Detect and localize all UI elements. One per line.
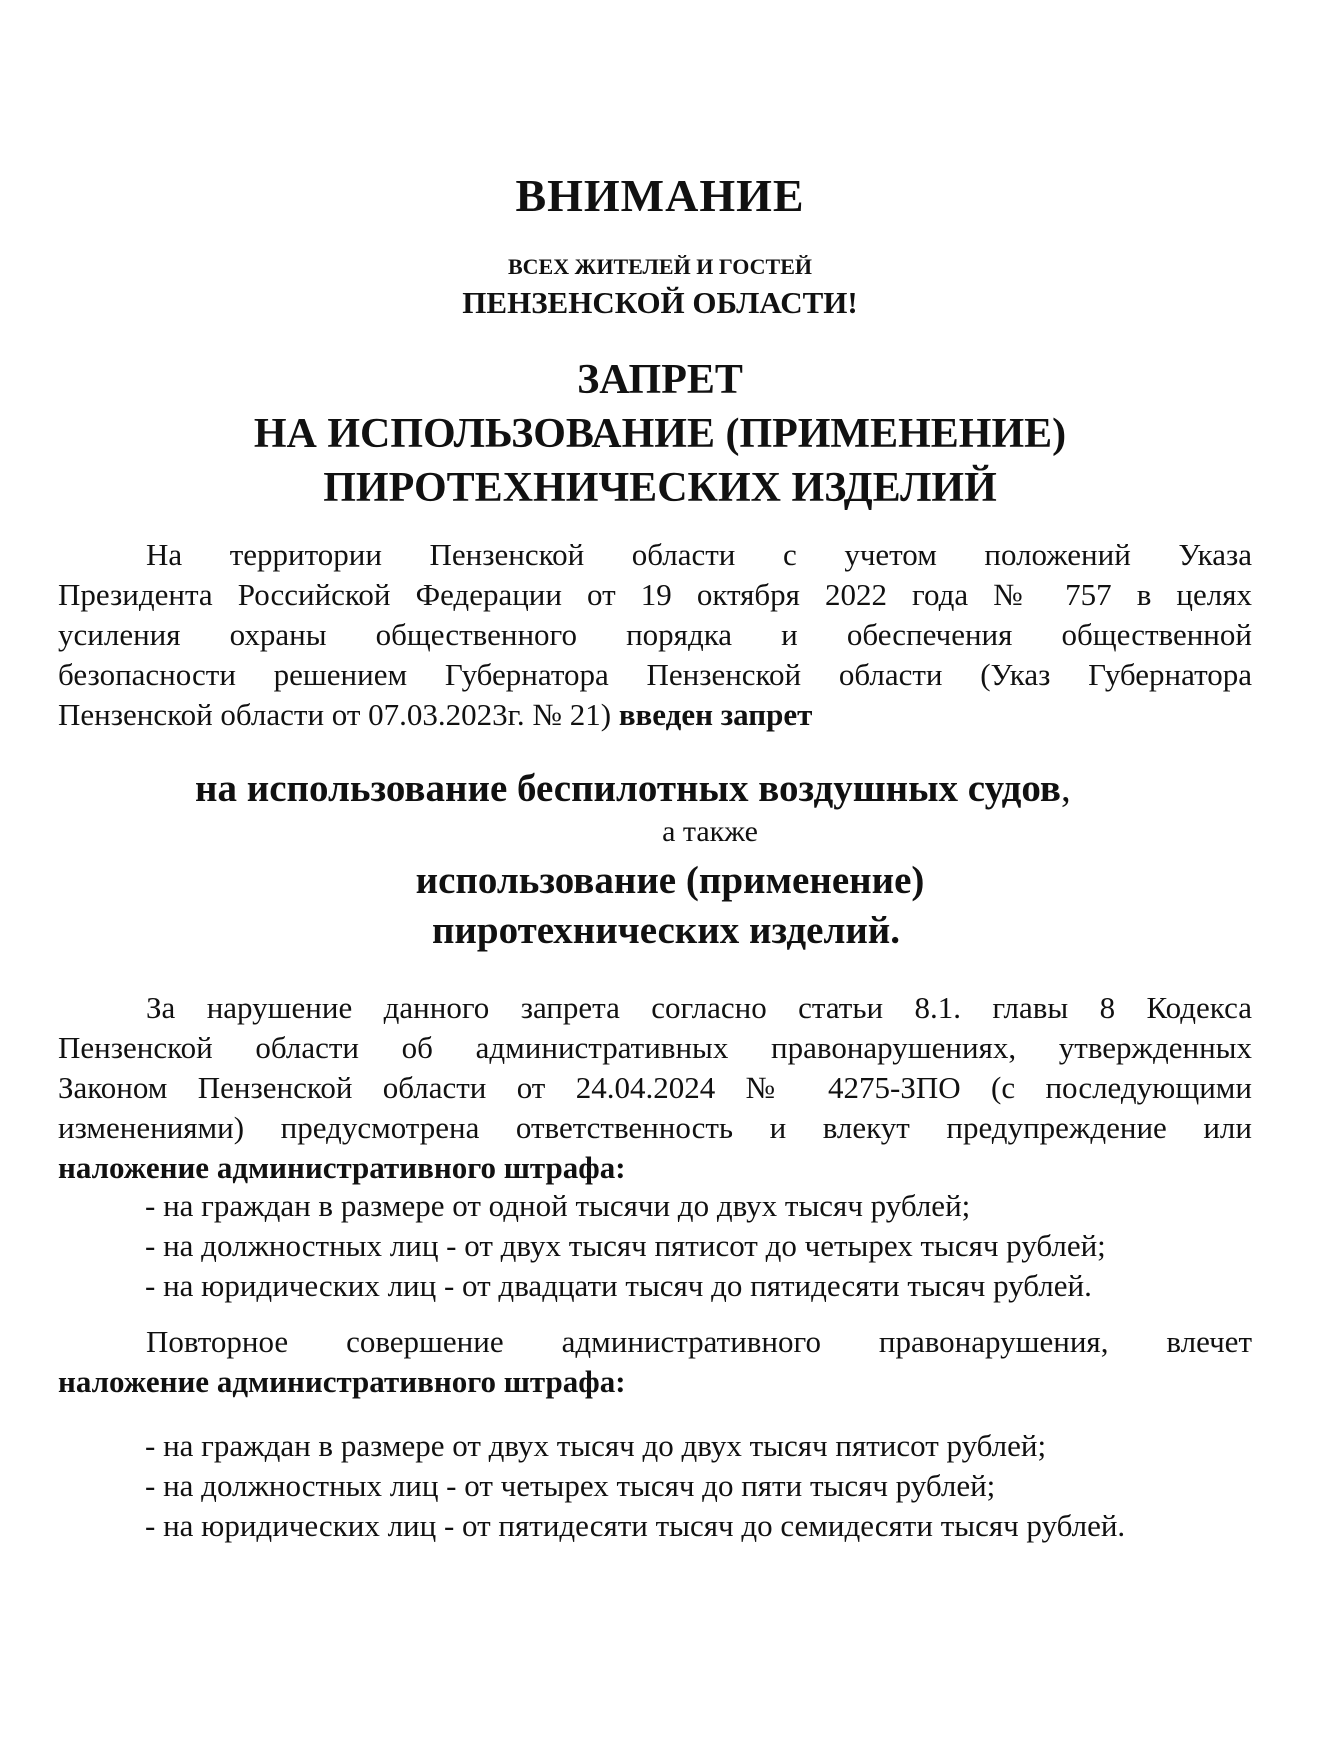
repeat-paragraph <box>58 1322 1252 1402</box>
fines-first-list <box>145 1186 1106 1306</box>
list-item: - на граждан в размере от одной тысячи до двух тысяч рублей; <box>145 1188 971 1223</box>
intro-line-5: Пензенской области от 07.03.2023г. № 21) введен запрет <box>58 697 813 732</box>
pyro-ban-line-1: использование (применение) <box>415 859 925 902</box>
intro-line-3: усиления охраны общественного порядка и обеспечения общественной <box>58 617 1252 652</box>
liability-line-1: За нарушение данного запрета согласно статьи 8.1. главы 8 Кодекса <box>146 990 1252 1025</box>
list-item: - на должностных лиц - от четырех тысяч до пяти тысяч рублей; <box>145 1468 996 1503</box>
list-item: - на граждан в размере от двух тысяч до двух тысяч пятисот рублей; <box>145 1428 1047 1463</box>
liability-line-2: Пензенской области об административных правонарушениях, утвержденных <box>58 1030 1252 1065</box>
also-text: а также <box>662 815 758 848</box>
ban-title-line-3: ПИРОТЕХНИЧЕСКИХ ИЗДЕЛИЙ <box>323 465 997 511</box>
ban-title-line-1: ЗАПРЕТ <box>577 357 743 403</box>
drones-ban: на использование беспилотных воздушных судов, <box>195 767 1071 810</box>
liability-paragraph <box>58 988 1252 1188</box>
intro-line-4: безопасности решением Губернатора Пензенской области (Указ Губернатора <box>58 657 1252 692</box>
fines-repeat-list <box>145 1426 1125 1546</box>
residents-line-1: ВСЕХ ЖИТЕЛЕЙ И ГОСТЕЙ <box>507 254 812 279</box>
liability-line-4: изменениями) предусмотрена ответственность и влекут предупреждение или <box>58 1110 1252 1145</box>
liability-fine-heading: наложение административного штрафа: <box>58 1150 626 1185</box>
ban-title <box>0 353 1320 515</box>
liability-line-3: Законом Пензенской области от 24.04.2024 № 4275-ЗПО (с последующими <box>58 1070 1252 1105</box>
ban-introduced-text: введен запрет <box>618 697 813 732</box>
intro-line-2: Президента Российской Федерации от 19 октября 2022 года № 757 в целях <box>58 577 1252 612</box>
ban-title-line-2: НА ИСПОЛЬЗОВАНИЕ (ПРИМЕНЕНИЕ) <box>253 411 1067 457</box>
list-item: - на должностных лиц - от двух тысяч пятисот до четырех тысяч рублей; <box>145 1228 1106 1263</box>
residents-line-2: ПЕНЗЕНСКОЙ ОБЛАСТИ! <box>462 285 858 320</box>
repeat-fine-heading: наложение административного штрафа: <box>58 1364 626 1399</box>
pyro-ban-line-2: пиротехнических изделий. <box>431 909 901 952</box>
list-item: - на юридических лиц - от пятидесяти тысяч до семидесяти тысяч рублей. <box>145 1508 1126 1543</box>
list-item: - на юридических лиц - от двадцати тысяч до пятидесяти тысяч рублей. <box>145 1268 1092 1303</box>
intro-paragraph <box>58 535 1252 735</box>
intro-line-1: На территории Пензенской области с учетом положений Указа <box>146 537 1252 572</box>
repeat-line-1: Повторное совершение административного правонарушения, влечет <box>146 1324 1252 1359</box>
attention-heading: ВНИМАНИЕ <box>515 170 805 221</box>
